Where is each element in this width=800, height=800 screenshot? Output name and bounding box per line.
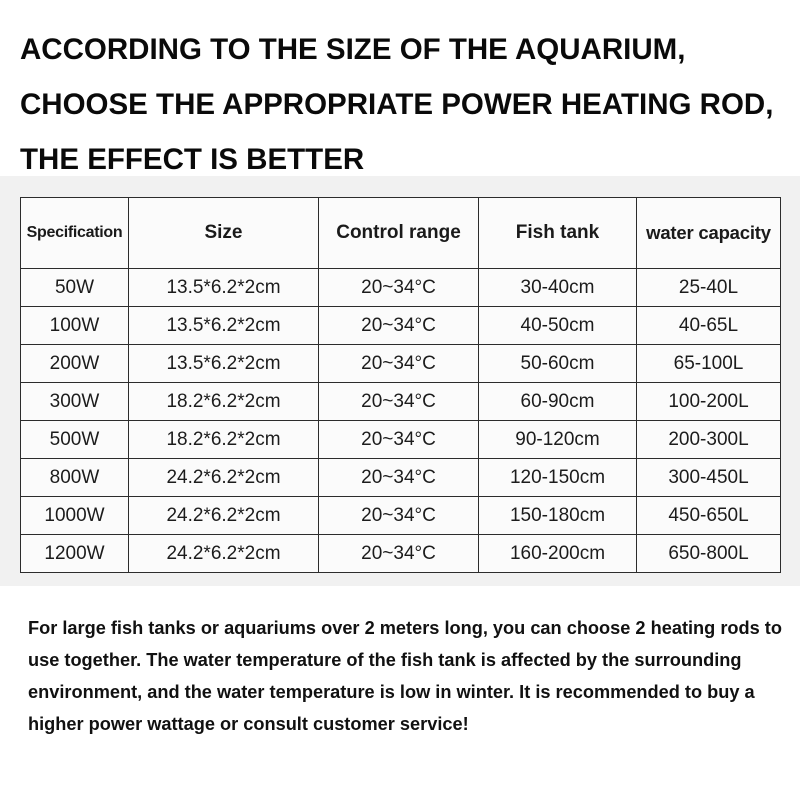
- cell-size: 13.5*6.2*2cm: [129, 269, 319, 307]
- header-fish-tank: Fish tank: [479, 198, 637, 269]
- cell-water-capacity: 100-200L: [637, 383, 781, 421]
- cell-specification: 500W: [21, 421, 129, 459]
- cell-control-range: 20~34°C: [319, 421, 479, 459]
- cell-size: 13.5*6.2*2cm: [129, 307, 319, 345]
- cell-control-range: 20~34°C: [319, 459, 479, 497]
- cell-control-range: 20~34°C: [319, 307, 479, 345]
- header-water-capacity: water capacity: [637, 198, 781, 269]
- table-row: [21, 535, 781, 573]
- table-row: [21, 269, 781, 307]
- cell-specification: 300W: [21, 383, 129, 421]
- table-row: [21, 421, 781, 459]
- cell-size: 18.2*6.2*2cm: [129, 383, 319, 421]
- cell-size: 18.2*6.2*2cm: [129, 421, 319, 459]
- cell-water-capacity: 300-450L: [637, 459, 781, 497]
- cell-specification: 1200W: [21, 535, 129, 573]
- cell-specification: 200W: [21, 345, 129, 383]
- table-row: [21, 497, 781, 535]
- table-header: [21, 198, 781, 269]
- cell-fish-tank: 150-180cm: [479, 497, 637, 535]
- cell-fish-tank: 120-150cm: [479, 459, 637, 497]
- cell-size: 13.5*6.2*2cm: [129, 345, 319, 383]
- cell-fish-tank: 160-200cm: [479, 535, 637, 573]
- cell-size: 24.2*6.2*2cm: [129, 535, 319, 573]
- cell-control-range: 20~34°C: [319, 345, 479, 383]
- cell-water-capacity: 200-300L: [637, 421, 781, 459]
- cell-fish-tank: 50-60cm: [479, 345, 637, 383]
- cell-specification: 50W: [21, 269, 129, 307]
- cell-water-capacity: 450-650L: [637, 497, 781, 535]
- cell-fish-tank: 90-120cm: [479, 421, 637, 459]
- cell-specification: 100W: [21, 307, 129, 345]
- cell-water-capacity: 40-65L: [637, 307, 781, 345]
- cell-control-range: 20~34°C: [319, 497, 479, 535]
- cell-control-range: 20~34°C: [319, 269, 479, 307]
- table-row: [21, 459, 781, 497]
- cell-size: 24.2*6.2*2cm: [129, 497, 319, 535]
- cell-specification: 800W: [21, 459, 129, 497]
- cell-specification: 1000W: [21, 497, 129, 535]
- table-row: [21, 307, 781, 345]
- cell-fish-tank: 60-90cm: [479, 383, 637, 421]
- cell-fish-tank: 40-50cm: [479, 307, 637, 345]
- table-header-row: [21, 198, 781, 269]
- table-body: [21, 269, 781, 573]
- headline: ACCORDING TO THE SIZE OF THE AQUARIUM, CHOOSE THE APPROPRIATE POWER HEATING ROD, THE EFFECT IS BETTER: [20, 33, 774, 176]
- table-row: [21, 383, 781, 421]
- header-specification: Specification: [21, 198, 129, 269]
- cell-control-range: 20~34°C: [319, 383, 479, 421]
- cell-water-capacity: 25-40L: [637, 269, 781, 307]
- header-control-range: Control range: [319, 198, 479, 269]
- table-row: [21, 345, 781, 383]
- cell-fish-tank: 30-40cm: [479, 269, 637, 307]
- cell-control-range: 20~34°C: [319, 535, 479, 573]
- heater-spec-table: [20, 197, 781, 573]
- cell-size: 24.2*6.2*2cm: [129, 459, 319, 497]
- recommendation-note: For large fish tanks or aquariums over 2 meters long, you can choose 2 heating rods to use together. The water temperature of the fish tank is affected by the surrounding environment, and the water temperature is low in winter. It is recommended to buy a higher power wattage or consult customer service!: [28, 618, 782, 734]
- header-size: Size: [129, 198, 319, 269]
- cell-water-capacity: 65-100L: [637, 345, 781, 383]
- cell-water-capacity: 650-800L: [637, 535, 781, 573]
